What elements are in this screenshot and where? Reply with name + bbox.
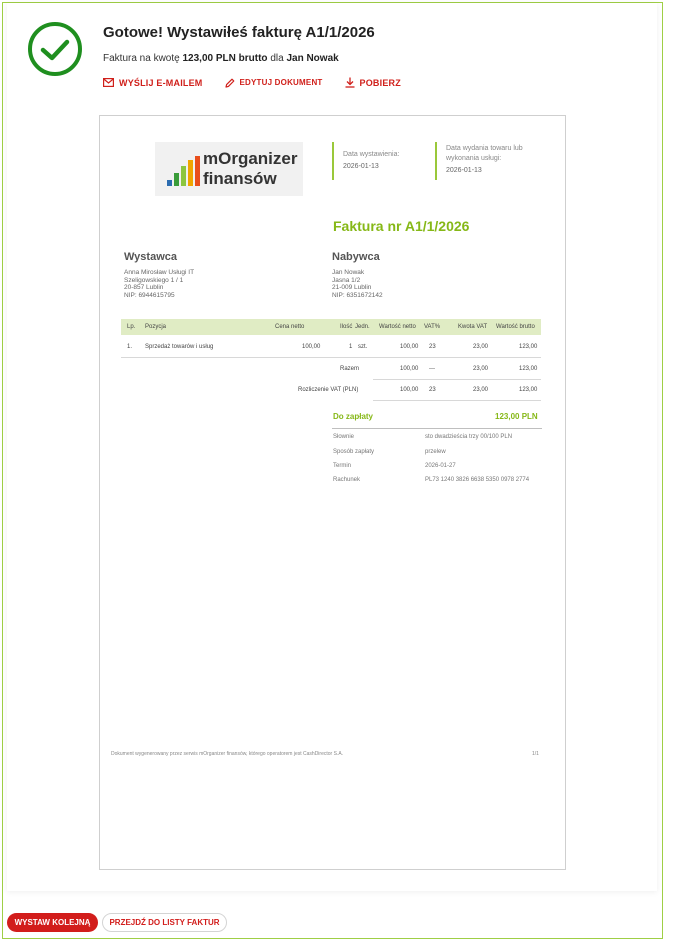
total-vat-rate: --- xyxy=(429,366,435,372)
account-label: Rachunek xyxy=(333,477,361,483)
words-label: Słownie xyxy=(333,434,355,440)
row-gross-value: 123,00 xyxy=(519,344,538,350)
page-number: 1/1 xyxy=(532,751,539,757)
issue-date-block xyxy=(332,142,423,180)
col-vat-amount: Kwota VAT xyxy=(458,324,488,330)
generated-by-note: Dokument wygenerowany przez serwis mOrganizer finansów, którego operatorem jest CashDirector S.A. xyxy=(111,751,344,757)
send-email-button[interactable] xyxy=(103,77,203,88)
col-position: Pozycja xyxy=(145,324,167,330)
seller-heading: Wystawca xyxy=(124,251,177,263)
seller-street: Szeligowskiego 1 / 1 xyxy=(124,276,184,284)
payment-divider xyxy=(332,428,542,429)
issue-another-button[interactable]: WYSTAW KOLEJNĄ xyxy=(7,913,98,932)
total-vat: 23,00 xyxy=(473,366,489,372)
buyer-city: 21-009 Lublin xyxy=(332,284,372,291)
summary-amount: 123,00 PLN brutto xyxy=(182,53,268,64)
vat-settlement-label: Rozliczenie VAT (PLN) xyxy=(298,387,359,393)
row-vat-rate: 23 xyxy=(429,344,436,350)
row-vat-amount: 23,00 xyxy=(473,344,489,350)
words-value: sto dwadzieścia trzy 00/100 PLN xyxy=(425,434,513,440)
page-title: Gotowe! Wystawiłeś fakturę A1/1/2026 xyxy=(103,24,375,41)
col-qty: Ilość xyxy=(340,324,353,330)
bar-chart-logo-icon xyxy=(167,156,202,186)
issue-date-value: 2026-01-13 xyxy=(343,163,379,170)
buyer-heading: Nabywca xyxy=(332,251,380,263)
col-gross-value: Wartość brutto xyxy=(496,324,535,330)
total-divider xyxy=(373,379,541,380)
vat-settlement-rate: 23 xyxy=(429,387,436,393)
row-position: Sprzedaż towarów i usług xyxy=(145,344,214,350)
items-table-header xyxy=(121,319,541,335)
pencil-icon xyxy=(225,78,235,88)
due-label: Termin xyxy=(333,463,352,469)
vat-divider xyxy=(373,400,541,401)
check-circle-icon xyxy=(27,21,83,77)
vat-settlement-net: 100,00 xyxy=(400,387,419,393)
account-value: PL73 1240 3826 6638 5350 0978 2774 xyxy=(425,477,530,483)
buyer-name: Jan Nowak xyxy=(332,269,365,276)
delivery-date-label: Data wydania towaru lub wykonania usługi: xyxy=(446,145,523,162)
seller-city: 20-857 Lublin xyxy=(124,284,164,291)
summary-prefix: Faktura na kwotę xyxy=(103,53,180,64)
col-net-value: Wartość netto xyxy=(379,324,416,330)
to-pay-label: Do zapłaty xyxy=(333,412,374,421)
seller-nip: NIP: 6944615795 xyxy=(124,291,175,299)
to-pay-amount: 123,00 PLN xyxy=(495,412,538,421)
row-unit: szt. xyxy=(358,344,368,350)
total-gross: 123,00 xyxy=(519,366,538,372)
logo-text-line2: finansów xyxy=(203,169,277,188)
row-net-price: 100,00 xyxy=(302,344,321,350)
buyer-details xyxy=(332,269,383,299)
logo-text-line1: mOrganizer xyxy=(203,149,298,168)
row-net-value: 100,00 xyxy=(400,344,419,350)
total-net: 100,00 xyxy=(400,366,419,372)
invoice-list-button[interactable]: PRZEJDŹ DO LISTY FAKTUR xyxy=(102,913,227,932)
row-lp: 1. xyxy=(127,344,133,350)
row-qty: 1 xyxy=(349,344,353,350)
edit-document-label: EDYTUJ DOKUMENT xyxy=(239,78,323,87)
row-divider xyxy=(121,357,541,358)
delivery-date-value: 2026-01-13 xyxy=(446,167,482,174)
envelope-icon xyxy=(103,78,114,87)
edit-document-button[interactable] xyxy=(225,77,323,88)
issue-date-label: Data wystawienia: xyxy=(343,151,400,158)
col-unit: Jedn. xyxy=(355,324,370,330)
invoice-title: Faktura nr A1/1/2026 xyxy=(333,218,470,234)
seller-name: Anna Mirosław Usługi IT xyxy=(124,269,195,276)
company-logo xyxy=(155,142,303,196)
buyer-street: Jasna 1/2 xyxy=(332,276,361,284)
due-value: 2026-01-27 xyxy=(425,463,456,469)
send-email-label: WYŚLIJ E-MAILEM xyxy=(119,77,203,88)
download-icon xyxy=(345,77,355,88)
method-value: przelew xyxy=(425,449,446,455)
col-lp: Lp. xyxy=(127,324,136,330)
summary-for: dla xyxy=(270,53,284,64)
summary-client: Jan Nowak xyxy=(286,53,339,64)
download-button[interactable] xyxy=(345,77,401,88)
vat-settlement-vat: 23,00 xyxy=(473,387,489,393)
col-vat-rate: VAT% xyxy=(424,324,441,330)
buyer-nip: NIP: 6351672142 xyxy=(332,291,383,299)
invoice-summary xyxy=(103,53,339,64)
invoice-preview[interactable] xyxy=(99,115,566,870)
col-net-price: Cena netto xyxy=(275,324,305,330)
document-actions xyxy=(103,77,401,88)
method-label: Sposób zapłaty xyxy=(333,449,375,455)
seller-details xyxy=(124,269,194,299)
delivery-date-block xyxy=(435,142,546,180)
download-label: POBIERZ xyxy=(359,77,401,88)
vat-settlement-gross: 123,00 xyxy=(519,387,538,393)
total-label: Razem xyxy=(340,366,360,372)
